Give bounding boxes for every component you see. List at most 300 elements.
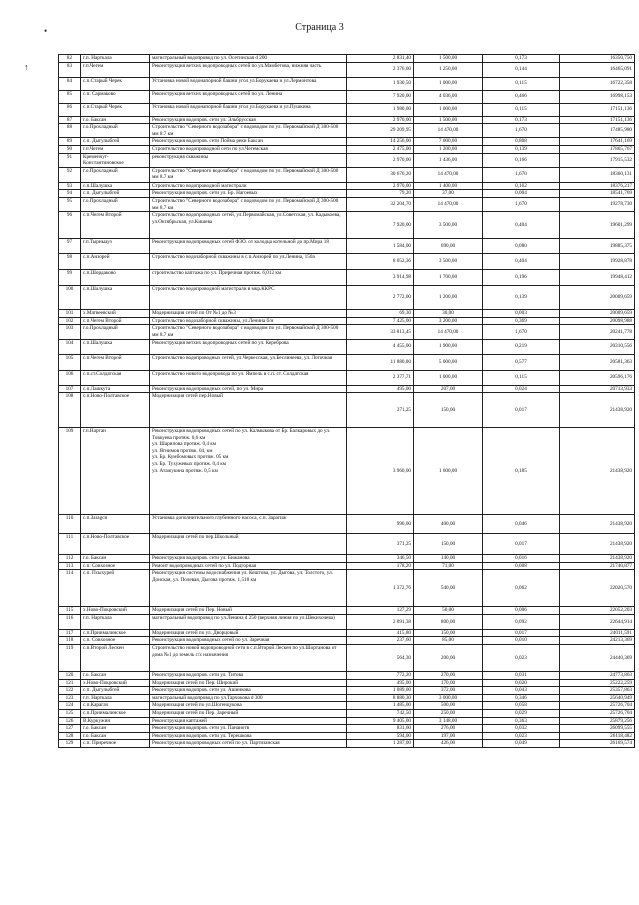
row-number: 84 <box>59 77 81 90</box>
table-row <box>59 90 635 103</box>
share-cell: 1,670 <box>483 124 560 138</box>
cost-cell: 990,00 <box>347 515 414 534</box>
financing-cell: 4 036,00 <box>414 90 483 103</box>
cost-cell: 2 091,38 <box>347 614 414 629</box>
table-row <box>59 515 635 534</box>
share-cell: 0,004 <box>483 190 560 198</box>
table-row <box>59 702 635 710</box>
table-row <box>59 694 635 702</box>
settlement-cell: с.п. Дыгулыбгей <box>81 138 150 146</box>
table-row <box>59 55 635 63</box>
work-description-cell: Реконструкция водопров. сети ул. Бр. Нагоевых <box>150 190 347 198</box>
table-row <box>59 354 635 370</box>
share-cell: 0,046 <box>483 515 560 534</box>
cost-cell: 2 475,00 <box>347 145 414 153</box>
row-number: 109 <box>59 428 81 515</box>
share-cell: 0,058 <box>483 702 560 710</box>
financing-cell: 270,00 <box>414 672 483 680</box>
financing-cell: 207,00 <box>414 385 483 393</box>
cost-cell: 2 831,40 <box>347 55 414 63</box>
cost-cell: 564,30 <box>347 645 414 672</box>
table-row <box>59 190 635 198</box>
table-row <box>59 393 635 428</box>
row-number: 121 <box>59 679 81 687</box>
row-number: 106 <box>59 370 81 385</box>
cumulative-cell: 20310,556 <box>560 339 635 354</box>
cost-cell: 4 455,00 <box>347 339 414 354</box>
cumulative-cell: 19601,299 <box>560 212 635 239</box>
financing-cell: 140,00 <box>414 555 483 563</box>
row-number: 124 <box>59 702 81 710</box>
share-cell: 0,092 <box>483 614 560 629</box>
cost-cell: 495,00 <box>347 679 414 687</box>
table-row <box>59 270 635 286</box>
work-description-cell: Строительство водозаборной скважины, ул.Ленина б/н <box>150 317 347 325</box>
financing-cell: 3 000,00 <box>414 694 483 702</box>
cost-cell: 1 930,50 <box>347 77 414 90</box>
table-row <box>59 637 635 645</box>
work-description-cell: Реконструкция водопров. сети Пойма реки Баксан <box>150 138 347 146</box>
share-cell: 0,008 <box>483 562 560 570</box>
work-description-cell: Реконструкция ветхих водопроводных сетей по ул.Мамбетова, нижняя часть <box>150 62 347 77</box>
cost-cell: 8 880,30 <box>347 694 414 702</box>
cost-cell: 2 970,00 <box>347 182 414 190</box>
share-cell: 0,404 <box>483 212 560 239</box>
cost-cell: 415,80 <box>347 629 414 637</box>
cumulative-cell: 25357,863 <box>560 687 635 695</box>
share-cell: 0,139 <box>483 286 560 310</box>
cumulative-cell: 22052,203 <box>560 607 635 615</box>
share-cell: 0,032 <box>483 725 560 733</box>
table-row <box>59 570 635 607</box>
financing-cell: 1 600,00 <box>414 428 483 515</box>
row-number: 94 <box>59 190 81 198</box>
cumulative-cell: 18541,769 <box>560 190 635 198</box>
cost-cell: 7 920,00 <box>347 212 414 239</box>
work-description-cell: Модернизация сетей по ул. Дворцовый <box>150 629 347 637</box>
row-number: 119 <box>59 645 81 672</box>
table-row <box>59 103 635 116</box>
cumulative-cell: 25726,704 <box>560 710 635 718</box>
table-row <box>59 629 635 637</box>
share-cell: 0,115 <box>483 103 560 116</box>
financing-cell: 1 250,00 <box>414 62 483 77</box>
work-description-cell: реконструкция скважины <box>150 153 347 167</box>
financing-cell: 1 000,00 <box>414 77 483 90</box>
financing-cell: 1 200,00 <box>414 145 483 153</box>
table-row <box>59 672 635 680</box>
settlement-cell: г.п. Нарткала <box>81 614 150 629</box>
settlement-cell: с.п.Шалушка <box>81 182 150 190</box>
table-row <box>59 562 635 570</box>
cumulative-cell: 20581,363 <box>560 354 635 370</box>
table-row <box>59 732 635 740</box>
financing-cell: 14 470,00 <box>414 197 483 211</box>
cumulative-cell: 19885,375 <box>560 239 635 254</box>
work-description-cell: Строительство водопроводных сетей, ул.Первомайская, ул.Советская, ул. Кадыкоева, ул.Октябрьская, ул.Кишева <box>150 212 347 239</box>
financing-cell: 800,00 <box>414 614 483 629</box>
share-cell: 0,173 <box>483 116 560 124</box>
cost-cell: 9 405,00 <box>347 717 414 725</box>
settlement-cell: с.п. Дыгулыбгей <box>81 687 150 695</box>
financing-cell: 1 000,00 <box>414 103 483 116</box>
row-number: 117 <box>59 629 81 637</box>
financing-cell: 3 500,00 <box>414 212 483 239</box>
row-number: 115 <box>59 607 81 615</box>
work-description-cell: Реконструкция водопров. сети ул. Терешкова <box>150 732 347 740</box>
row-number: 110 <box>59 515 81 534</box>
table-row <box>59 212 635 239</box>
financing-cell: 14 470,00 <box>414 167 483 182</box>
settlement-cell: В.Куркужин <box>81 717 150 725</box>
cumulative-cell: 26099,555 <box>560 725 635 733</box>
settlement-cell: г.о. Баксан <box>81 555 150 563</box>
cost-cell: 69,30 <box>347 310 414 318</box>
table-row <box>59 167 635 182</box>
work-description-cell: Реконструкция водопров. сети ул. Эльбрусская <box>150 116 347 124</box>
cost-cell: 29 209,95 <box>347 124 414 138</box>
work-description-cell: Строительство водопроводной сети по ул.Чегемская <box>150 145 347 153</box>
share-cell: 0,010 <box>483 637 560 645</box>
share-cell: 0,017 <box>483 393 560 428</box>
row-number: 93 <box>59 182 81 190</box>
row-number: 87 <box>59 116 81 124</box>
cumulative-cell: 21438,920 <box>560 515 635 534</box>
work-description-cell: Модернизация сетей пер.Новый <box>150 393 347 428</box>
work-description-cell: Установка новой водонапорной башни угол ул.Борукаева и ул.Пушкина <box>150 103 347 116</box>
settlement-cell: г.п. Нарткала <box>81 694 150 702</box>
work-description-cell: магистральный водопровод по ул.Тарчокова d 300 <box>150 694 347 702</box>
cumulative-cell: 17151,136 <box>560 103 635 116</box>
cumulative-cell: 20098,988 <box>560 317 635 325</box>
financing-cell: 1 000,00 <box>414 370 483 385</box>
settlement-cell: с.п.Старый Черек <box>81 77 150 90</box>
financing-cell: 197,00 <box>414 732 483 740</box>
table-row <box>59 197 635 211</box>
cost-cell: 371,25 <box>347 534 414 555</box>
row-number: 104 <box>59 339 81 354</box>
row-number: 111 <box>59 534 81 555</box>
financing-cell: 150,00 <box>414 629 483 637</box>
work-description-cell: Установка дополнительного глубинного насоса, с.п. Зарагиж <box>150 515 347 534</box>
financing-cell: 200,00 <box>414 645 483 672</box>
share-cell: 0,404 <box>483 254 560 270</box>
cost-cell: 2 970,00 <box>347 116 414 124</box>
share-cell: 0,346 <box>483 694 560 702</box>
settlement-cell: г.п. Нарткала <box>81 55 150 63</box>
share-cell: 0,017 <box>483 629 560 637</box>
cumulative-cell: 19278,730 <box>560 197 635 211</box>
share-cell: 0,173 <box>483 55 560 63</box>
cumulative-cell: 24773,863 <box>560 672 635 680</box>
settlement-cell: г.о. Баксан <box>81 672 150 680</box>
cost-cell: 495,00 <box>347 385 414 393</box>
cumulative-cell: 25726,704 <box>560 702 635 710</box>
work-description-cell: Строительство нового водопровода по ул. Ямпель в с.п. ст. Солдатская <box>150 370 347 385</box>
share-cell: 0,080 <box>483 239 560 254</box>
work-description-cell: Реконструкция водопроводных сетей ФЗО. от колодца котельной до пр.Мира 18 <box>150 239 347 254</box>
settlement-cell: с.п.Шалушка <box>81 286 150 310</box>
financing-cell: 14 470,00 <box>414 325 483 339</box>
settlement-cell: с.п.Карагач <box>81 702 150 710</box>
share-cell: 0,196 <box>483 270 560 286</box>
cumulative-cell: 20009,659 <box>560 286 635 310</box>
row-number: 116 <box>59 614 81 629</box>
settlement-cell: с.п.Чегем Второй <box>81 212 150 239</box>
work-description-cell: Строительство "Северного водозабора" с водоводом по ул. Первомайской Д 300-500 мм 8.7 км <box>150 167 347 182</box>
cumulative-cell: 16722,358 <box>560 77 635 90</box>
work-description-cell: Модернизация сетей по Пер. Заречный <box>150 710 347 718</box>
table-row <box>59 428 635 515</box>
share-cell: 0,062 <box>483 570 560 607</box>
cost-cell: 33 813,45 <box>347 325 414 339</box>
financing-cell: 7 000,00 <box>414 138 483 146</box>
share-cell: 0,020 <box>483 679 560 687</box>
financing-cell: 1 400,00 <box>414 182 483 190</box>
share-cell: 0,115 <box>483 370 560 385</box>
share-cell: 0,023 <box>483 732 560 740</box>
cumulative-cell: 16465,091 <box>560 62 635 77</box>
settlement-cell: Кременчуг-Константиновское <box>81 153 150 167</box>
cumulative-cell: 25879,256 <box>560 717 635 725</box>
settlement-cell: с.п. Сармаково <box>81 90 150 103</box>
cost-cell: 32 204,70 <box>347 197 414 211</box>
share-cell: 0,115 <box>483 77 560 90</box>
table-row <box>59 614 635 629</box>
share-cell: 0,219 <box>483 339 560 354</box>
cumulative-cell: 20009,659 <box>560 310 635 318</box>
cumulative-cell: 20241,778 <box>560 325 635 339</box>
work-description-cell: Строительство новой водопроводной сети в с.п.Второй Лескен по ул.Шортанова от дома №1 до земель с/х назначения <box>150 645 347 672</box>
financing-cell: 5 000,00 <box>414 354 483 370</box>
share-cell: 0,006 <box>483 607 560 615</box>
cost-cell: 2 970,00 <box>347 153 414 167</box>
work-description-cell: Модернизация сетей по Пер. Широкий <box>150 679 347 687</box>
row-number: 108 <box>59 393 81 428</box>
row-number: 118 <box>59 637 81 645</box>
table-row <box>59 153 635 167</box>
financing-cell: 3 200,00 <box>414 317 483 325</box>
table-row <box>59 77 635 90</box>
settlement-cell: с.п.Второй Лескен <box>81 645 150 672</box>
settlement-cell: х.Матвеевский <box>81 310 150 318</box>
cost-cell: 2 376,00 <box>347 62 414 77</box>
cumulative-cell: 24011,591 <box>560 629 635 637</box>
work-description-cell: Реконструкция водопроводных сетей, по ул. Мира <box>150 385 347 393</box>
settlement-cell: х.Ново-Покровский <box>81 679 150 687</box>
work-description-cell: строительство каптажа по ул. Приречная протяж. 6,012 км <box>150 270 347 286</box>
row-number: 86 <box>59 103 81 116</box>
work-description-cell: Ремонт водопроводных сетей по ул. Подгорная <box>150 562 347 570</box>
row-number: 112 <box>59 555 81 563</box>
work-description-cell: Модернизация сетей по пер.Школьный <box>150 534 347 555</box>
settlement-cell: с.п. Дыгулыбгей <box>81 190 150 198</box>
cost-cell: 1 980,00 <box>347 103 414 116</box>
settlement-cell: г.о.Прохладный <box>81 197 150 211</box>
share-cell: 0,808 <box>483 138 560 146</box>
financing-cell: 71,00 <box>414 562 483 570</box>
settlement-cell: с.п.Шордаково <box>81 270 150 286</box>
financing-cell: 250,00 <box>414 710 483 718</box>
share-cell: 0,016 <box>483 555 560 563</box>
row-number: 98 <box>59 254 81 270</box>
cost-cell: 127,29 <box>347 607 414 615</box>
settlement-cell: г.о. Баксан <box>81 725 150 733</box>
cumulative-cell: 19928,878 <box>560 254 635 270</box>
financing-cell: 37,00 <box>414 190 483 198</box>
work-description-cell: Установка новой водонапорной башни угол ул.Борукаева и ул.Лермонтова <box>150 77 347 90</box>
share-cell: 0,144 <box>483 62 560 77</box>
work-description-cell: Строительство "Северного водозабора" с водоводом по ул. Первомайской Д 300-500 мм 8.7 км <box>150 124 347 138</box>
work-description-cell: Реконструкция каптажей <box>150 717 347 725</box>
table-row <box>59 534 635 555</box>
settlement-cell: с.п.Лашкута <box>81 385 150 393</box>
financing-cell: 1 200,00 <box>414 286 483 310</box>
cumulative-cell: 21438,920 <box>560 393 635 428</box>
work-description-cell: Реконструкция ветхих водопроводных сетей по ул. Ленина <box>150 90 347 103</box>
settlement-cell: с.п. Псыхурей <box>81 570 150 607</box>
settlement-cell: г.о. Баксан <box>81 116 150 124</box>
share-cell: 0,023 <box>483 645 560 672</box>
cost-cell: 178,20 <box>347 562 414 570</box>
cumulative-cell: 21438,920 <box>560 534 635 555</box>
work-description-cell: Модернизация сетей по От №1 до №3 <box>150 310 347 318</box>
cost-cell: 1 485,00 <box>347 702 414 710</box>
cumulative-cell: 25640,949 <box>560 694 635 702</box>
financing-cell: 14 470,00 <box>414 124 483 138</box>
work-description-cell: Строительство "Северного водозабора" с водоводом по ул. Первомайской Д 300-500 мм 8.7 км <box>150 325 347 339</box>
financing-cell: 50,00 <box>414 607 483 615</box>
cost-cell: 1 584,00 <box>347 239 414 254</box>
settlement-cell: с.п.Чегем Второй <box>81 317 150 325</box>
settlement-cell: г.п.Тырныауз <box>81 239 150 254</box>
cost-cell: 7 920,00 <box>347 90 414 103</box>
margin-mark: ↑ <box>24 62 29 72</box>
cost-cell: 1 287,00 <box>347 740 414 748</box>
cumulative-cell: 21740,877 <box>560 562 635 570</box>
work-description-cell: Реконструкция водопроводных сетей по ул. Партизанская <box>150 740 347 748</box>
financing-cell: 3 500,00 <box>414 254 483 270</box>
cost-cell: 3 914,98 <box>347 270 414 286</box>
share-cell: 0,166 <box>483 153 560 167</box>
settlement-cell: х.Ново-Покровский <box>81 607 150 615</box>
financing-cell: 30,00 <box>414 310 483 318</box>
cumulative-cell: 17641,169 <box>560 138 635 146</box>
row-number: 125 <box>59 710 81 718</box>
cumulative-cell: 17485,980 <box>560 124 635 138</box>
work-description-cell: Модернизация сетей по ул.Шогенцукова <box>150 702 347 710</box>
cost-cell: 30 670,20 <box>347 167 414 182</box>
financing-cell: 1 900,00 <box>414 339 483 354</box>
row-number: 89 <box>59 138 81 146</box>
cost-cell: 14 256,00 <box>347 138 414 146</box>
financing-cell: 276,00 <box>414 725 483 733</box>
cumulative-cell: 26169,574 <box>560 740 635 748</box>
cost-cell: 594,00 <box>347 732 414 740</box>
work-description-cell: Строительство водопроводной магистрали <box>150 182 347 190</box>
settlement-cell: г.о.Прохладный <box>81 325 150 339</box>
cumulative-cell: 16998,153 <box>560 90 635 103</box>
cumulative-cell: 20713,933 <box>560 385 635 393</box>
row-number: 113 <box>59 562 81 570</box>
page-title: Страница 3 <box>295 22 344 33</box>
work-description-cell: Реконструкция водопров. сети ул. Панаиотв <box>150 725 347 733</box>
cumulative-cell: 20596,176 <box>560 370 635 385</box>
cost-cell: 2 772,00 <box>347 286 414 310</box>
work-description-cell: Реконструкция водопров. сети ул. Титова <box>150 672 347 680</box>
share-cell: 0,363 <box>483 717 560 725</box>
share-cell: 1,670 <box>483 325 560 339</box>
settlement-cell: с.п.Ново-Полтавское <box>81 393 150 428</box>
settlement-cell: г.п.Чегем <box>81 62 150 77</box>
row-number: 88 <box>59 124 81 138</box>
row-number: 122 <box>59 687 81 695</box>
work-description-cell: Строительство водопроводных сетей, ул.Черкесская, ул.Беслинеева, ул. Лоточная <box>150 354 347 370</box>
settlement-cell: с.п. Приречное <box>81 740 150 748</box>
cost-cell: 772,20 <box>347 672 414 680</box>
share-cell: 0,466 <box>483 90 560 103</box>
financing-cell: 1 500,00 <box>414 55 483 63</box>
settlement-cell: с.п.Заragсн <box>81 515 150 534</box>
cumulative-cell: 17865,767 <box>560 145 635 153</box>
row-number: 102 <box>59 317 81 325</box>
share-cell: 0,162 <box>483 182 560 190</box>
settlement-cell: с.п.Ново-Полтавское <box>81 534 150 555</box>
table-row <box>59 385 635 393</box>
share-cell: 1,670 <box>483 167 560 182</box>
cumulative-cell: 24440,369 <box>560 645 635 672</box>
row-number: 103 <box>59 325 81 339</box>
financing-cell: 150,00 <box>414 393 483 428</box>
share-cell: 0,139 <box>483 145 560 153</box>
work-description-cell: Модернизация сетей по Пер. Новый <box>150 607 347 615</box>
row-number: 126 <box>59 717 81 725</box>
row-number: 82 <box>59 55 81 63</box>
table-row <box>59 339 635 354</box>
table-row <box>59 710 635 718</box>
cost-cell: 3 960,00 <box>347 428 414 515</box>
work-description-cell: магистральный водопровод по ул.Ленина d 250 (верхняя линия по ул.Шекихочева) <box>150 614 347 629</box>
row-number: 85 <box>59 90 81 103</box>
share-cell: 0,049 <box>483 740 560 748</box>
financing-cell: 3 148,00 <box>414 717 483 725</box>
financing-cell: 540,00 <box>414 570 483 607</box>
cost-cell: 831,60 <box>347 725 414 733</box>
cumulative-cell: 21438,920 <box>560 555 635 563</box>
table-row <box>59 740 635 748</box>
financing-cell: 1 700,00 <box>414 270 483 286</box>
share-cell: 0,029 <box>483 710 560 718</box>
table-row <box>59 286 635 310</box>
cost-cell: 346,50 <box>347 555 414 563</box>
row-number: 101 <box>59 310 81 318</box>
cost-cell: 2 377,71 <box>347 370 414 385</box>
share-cell: 0,003 <box>483 310 560 318</box>
row-number: 99 <box>59 270 81 286</box>
financing-cell: 1 436,00 <box>414 153 483 167</box>
table-row <box>59 687 635 695</box>
financing-cell: 500,00 <box>414 702 483 710</box>
settlement-cell: с.п.Приималинское <box>81 710 150 718</box>
table-row <box>59 124 635 138</box>
work-description-cell: магистральный водопровод по ул. Осетинская d 200 <box>150 55 347 63</box>
financing-cell: 85,00 <box>414 637 483 645</box>
share-cell: 0,185 <box>483 428 560 515</box>
table-row <box>59 325 635 339</box>
row-number: 127 <box>59 725 81 733</box>
work-description-cell: Реконструкция водопров. сети ул. Ашинкова <box>150 687 347 695</box>
cumulative-cell: 17151,136 <box>560 116 635 124</box>
